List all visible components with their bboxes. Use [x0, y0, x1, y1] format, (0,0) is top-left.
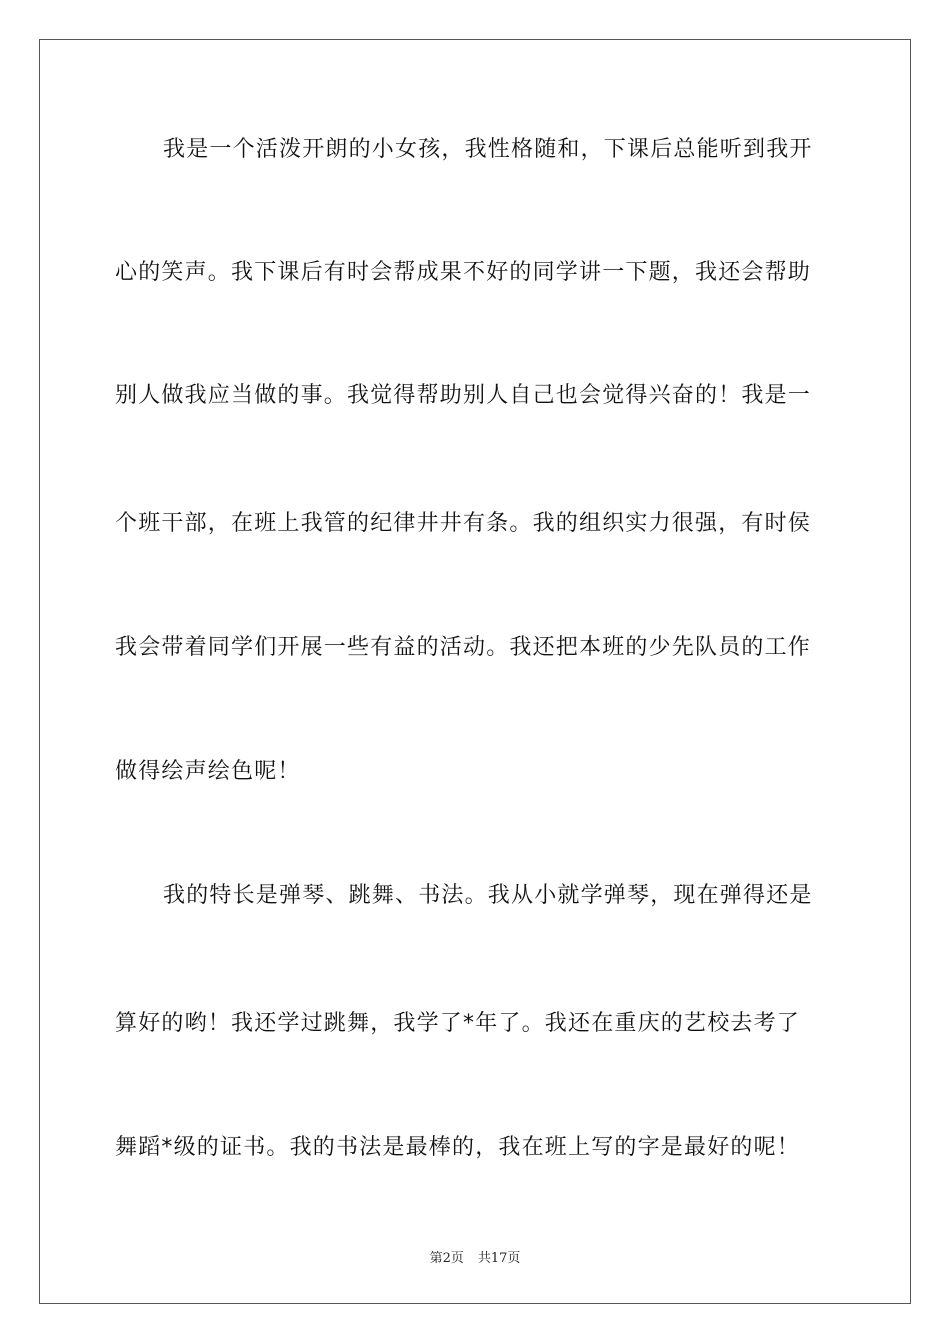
page-frame — [39, 39, 911, 1304]
paragraph-2-line-2: 算好的哟！我还学过跳舞，我学了*年了。我还在重庆的艺校去考了 — [115, 1011, 801, 1036]
paragraph-1-line-3: 别人做我应当做的事。我觉得帮助别人自己也会觉得兴奋的！我是一 — [115, 383, 812, 408]
paragraph-1-line-4: 个班干部，在班上我管的纪律井井有条。我的组织实力很强，有时侯 — [115, 511, 812, 536]
paragraph-1-line-1: 我是一个活泼开朗的小女孩，我性格随和，下课后总能听到我开 — [163, 137, 813, 162]
page-footer — [0, 1247, 950, 1266]
paragraph-2-line-3: 舞蹈*级的证书。我的书法是最棒的，我在班上写的字是最好的呢！ — [115, 1135, 801, 1160]
paragraph-2-line-1: 我的特长是弹琴、跳舞、书法。我从小就学弹琴，现在弹得还是 — [163, 883, 813, 908]
paragraph-1-line-2: 心的笑声。我下课后有时会帮成果不好的同学讲一下题，我还会帮助 — [115, 260, 812, 285]
paragraph-1-line-6: 做得绘声绘色呢！ — [115, 759, 301, 784]
page-total: 共17页 — [477, 1251, 521, 1266]
page-number: 第2页 — [429, 1251, 464, 1266]
paragraph-1-line-5: 我会带着同学们开展一些有益的活动。我还把本班的少先队员的工作 — [115, 635, 812, 660]
